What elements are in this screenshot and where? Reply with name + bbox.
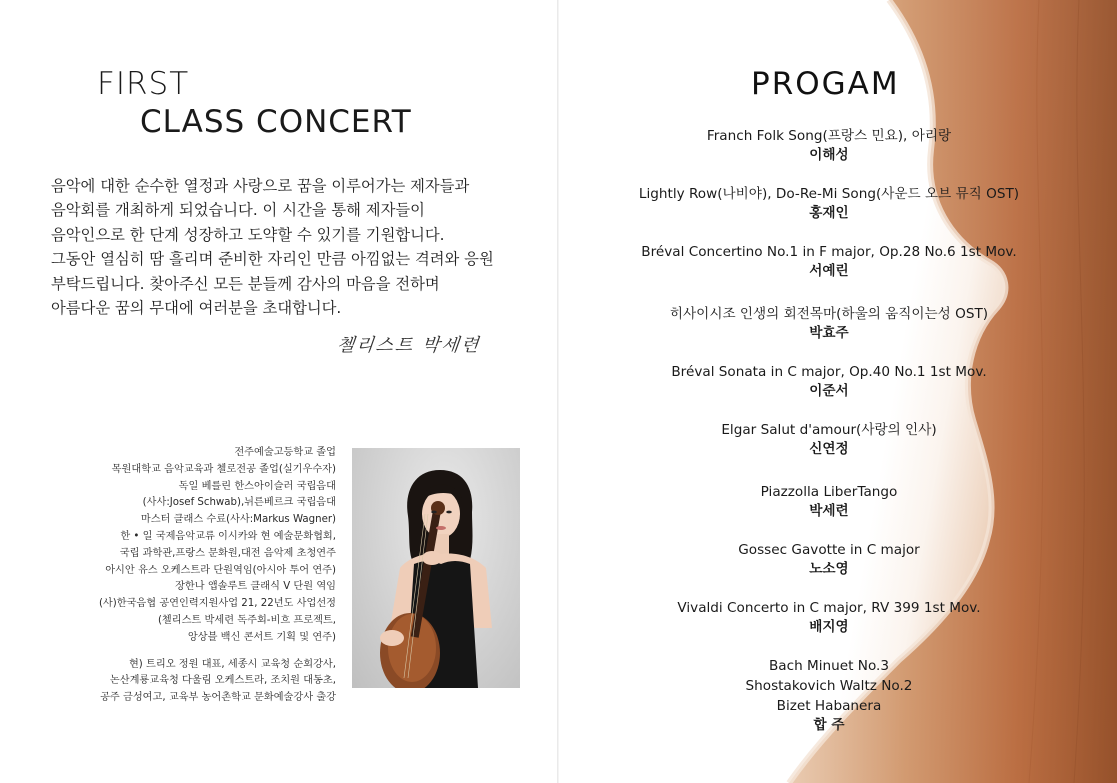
finale-piece: Bizet Habanera	[776, 698, 882, 714]
program-performer: 신연정	[809, 441, 849, 457]
bio-line: 장한나 앱솔루트 클래식 V 단원 역임	[175, 581, 336, 593]
program-performer: 박세련	[809, 503, 849, 519]
intro-line: 아름다운 꿈의 무대에 여러분을 초대합니다.	[51, 299, 342, 318]
program-performer: 서예린	[809, 263, 849, 279]
intro-line: 음악인으로 한 단계 성장하고 도약할 수 있기를 기원합니다.	[51, 225, 445, 244]
program-item	[598, 598, 1060, 636]
program-performer: 박효주	[809, 325, 849, 341]
intro-line: 그동안 열심히 땀 흘리며 준비한 자리인 만큼 아낌없는 격려와 응원	[51, 250, 494, 269]
intro-line: 부탁드립니다. 찾아주신 모든 분들께 감사의 마음을 전하며	[51, 274, 440, 293]
program-performer: 배지영	[809, 619, 849, 635]
program-piece: Elgar Salut d'amour(사랑의 인사)	[721, 422, 937, 438]
bio-line: 아시안 유스 오케스트라 단원역임(아시아 투어 연주)	[105, 564, 336, 576]
program-item	[598, 362, 1060, 400]
bio-line: (사)한국음협 공연인력지원사업 21, 22년도 사업선정	[98, 598, 336, 610]
intro-line: 음악회를 개최하게 되었습니다. 이 시간을 통해 제자들이	[51, 201, 425, 220]
left-page	[0, 0, 557, 783]
program-list	[598, 126, 1060, 734]
program-item	[598, 304, 1060, 342]
intro-line: 음악에 대한 순수한 열정과 사랑으로 꿈을 이루어가는 제자들과	[51, 177, 470, 195]
program-performer: 홍재인	[809, 205, 849, 221]
program-item	[598, 540, 1060, 578]
program-piece: Lightly Row(나비야), Do-Re-Mi Song(사운드 오브 뮤직 OST)	[638, 186, 1020, 202]
bio-line: 앙상블 백신 콘서트 기획 및 연주)	[187, 631, 336, 643]
concert-title-line1: FIRST	[97, 66, 190, 102]
concert-title-line2: CLASS CONCERT	[140, 104, 412, 140]
program-item	[598, 242, 1060, 280]
program-piece: Vivaldi Concerto in C major, RV 399 1st Mov.	[677, 600, 981, 616]
finale-piece: Bach Minuet No.3	[768, 658, 890, 674]
bio-line: 독일 베를린 한스아이슬러 국립음대	[178, 480, 336, 492]
bio-current-line: 공주 금성여고, 교육부 농어촌학교 문화예술강사 출강	[100, 692, 336, 704]
bio-line: 목원대학교 음악교육과 첼로전공 졸업(실기우수자)	[111, 463, 336, 475]
program-item	[598, 184, 1060, 222]
bio-current-line: 논산계룡교육청 다울림 오케스트라, 조치원 대동초,	[109, 675, 336, 687]
bio-line: 국립 과학관,프랑스 문화원,대전 음악제 초청연주	[119, 547, 336, 559]
bio-line: (첼리스트 박세련 독주회-비흐 프로젝트,	[157, 614, 336, 626]
program-piece: Gossec Gavotte in C major	[738, 542, 920, 558]
program-item	[598, 482, 1060, 520]
program-item	[598, 420, 1060, 458]
cellist-portrait-photo	[352, 448, 520, 688]
cellist-signature: 첼리스트 박세련	[335, 335, 482, 356]
program-piece: 히사이시조 인생의 회전목마(하울의 움직이는성 OST)	[669, 306, 989, 322]
program-performer: 이해성	[809, 147, 849, 163]
bio-line: (사사:Josef Schwab),뉘른베르크 국립음대	[142, 497, 336, 509]
program-piece: Bréval Concertino No.1 in F major, Op.28 No.6 1st Mov.	[641, 244, 1017, 260]
finale-piece: Shostakovich Waltz No.2	[745, 678, 913, 694]
bio-line: 마스터 클래스 수료(사사:Markus Wagner)	[140, 514, 336, 526]
intro-paragraph	[51, 174, 531, 320]
program-piece: Franch Folk Song(프랑스 민요), 아리랑	[706, 128, 952, 144]
program-title: PROGAM	[751, 66, 900, 102]
program-finale	[598, 656, 1060, 734]
bio-line: 한 • 일 국제음악교류 이시카와 현 예술문화협회,	[120, 530, 336, 542]
program-piece: Piazzolla LiberTango	[760, 484, 898, 500]
cellist-portrait-illustration	[352, 448, 520, 688]
finale-performer: 합 주	[813, 717, 845, 733]
cellist-biography	[60, 445, 336, 707]
program-performer: 이준서	[809, 383, 849, 399]
program-piece: Bréval Sonata in C major, Op.40 No.1 1st Mov.	[671, 364, 987, 380]
program-performer: 노소영	[809, 561, 849, 577]
bio-line: 전주예술고등학교 졸업	[234, 447, 336, 458]
program-item	[598, 126, 1060, 164]
bio-current-line: 현) 트리오 정원 대표, 세종시 교육청 순회강사,	[128, 658, 336, 670]
